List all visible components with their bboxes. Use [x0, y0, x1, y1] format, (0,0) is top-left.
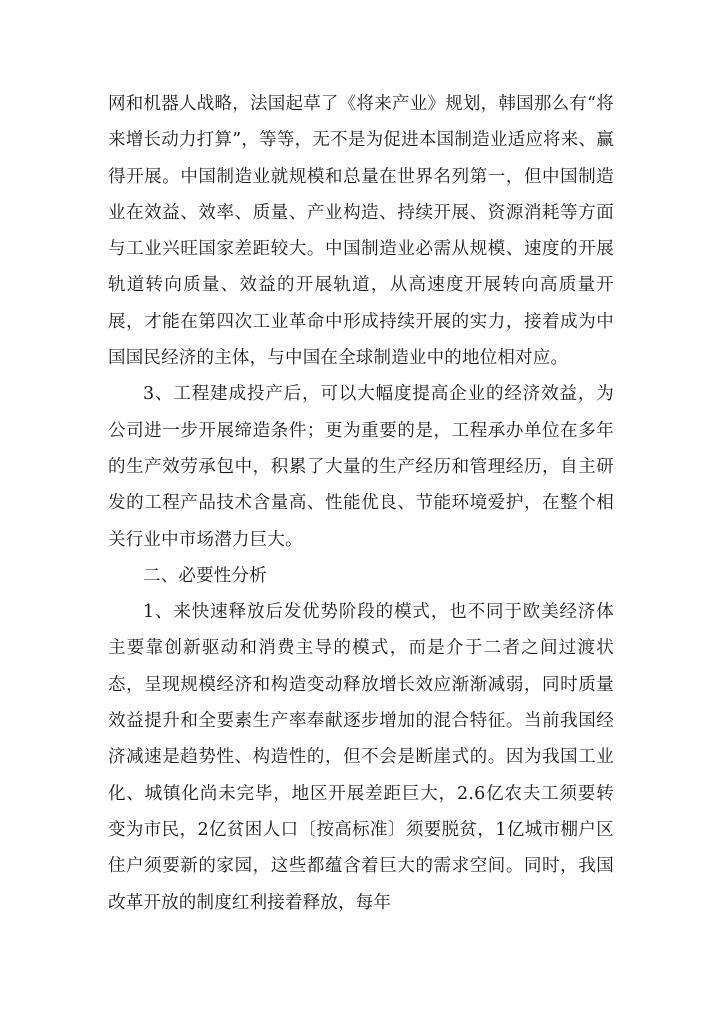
- paragraph-2: 3、工程建成投产后，可以大幅度提高企业的经济效益，为公司进一步开展缔造条件；更为重要的是，工程承办单位在多年的生产效劳承包中，积累了大量的生产经历和管理经历，自主研发的工程产品技术含量高、性能优良、节能环境爱护，在整个相关行业中市场潜力巨大。: [108, 384, 614, 550]
- section-heading: 二、必要性分析: [143, 565, 267, 586]
- paragraph-1: 网和机器人战略，法国起草了《将来产业》规划，韩国那么有“将来增长动力打算”，等等，无不是为促进本国制造业适应将来、赢得开展。中国制造业就规模和总量在世界名列第一，但中国制造业在效益、效率、质量、产业构造、持续开展、资源消耗等方面与工业兴旺国家差距较大。中国制造业必需从规模、速度的开展轨道转向质量、效益的开展轨道，从高速度开展转向高质量开展，才能在第四次工业革命中形成持续开展的实力，接着成为中国国民经济的主体，与中国在全球制造业中的地位相对应。: [108, 94, 614, 369]
- body-text: [108, 86, 614, 921]
- paragraph-3: 1、来快速释放后发优势阶段的模式，也不同于欧美经济体主要靠创新驱动和消费主导的模式，而是介于二者之间过渡状态，呈现规模经济和构造变动释放增长效应渐渐减弱，同时质量效益提升和全要素生产率奉献逐步增加的混合特征。当前我国经济减速是趋势性、构造性的，但不会是断崖式的。因为我国工业化、城镇化尚未完毕，地区开展差距巨大，2.6亿农夫工须要转变为市民，2亿贫困人口〔按高标准〕须要脱贫，1亿城市棚户区住户须要新的家园，这些都蕴含着巨大的需求空间。同时，我国改革开放的制度红利接着释放，每年: [108, 602, 614, 913]
